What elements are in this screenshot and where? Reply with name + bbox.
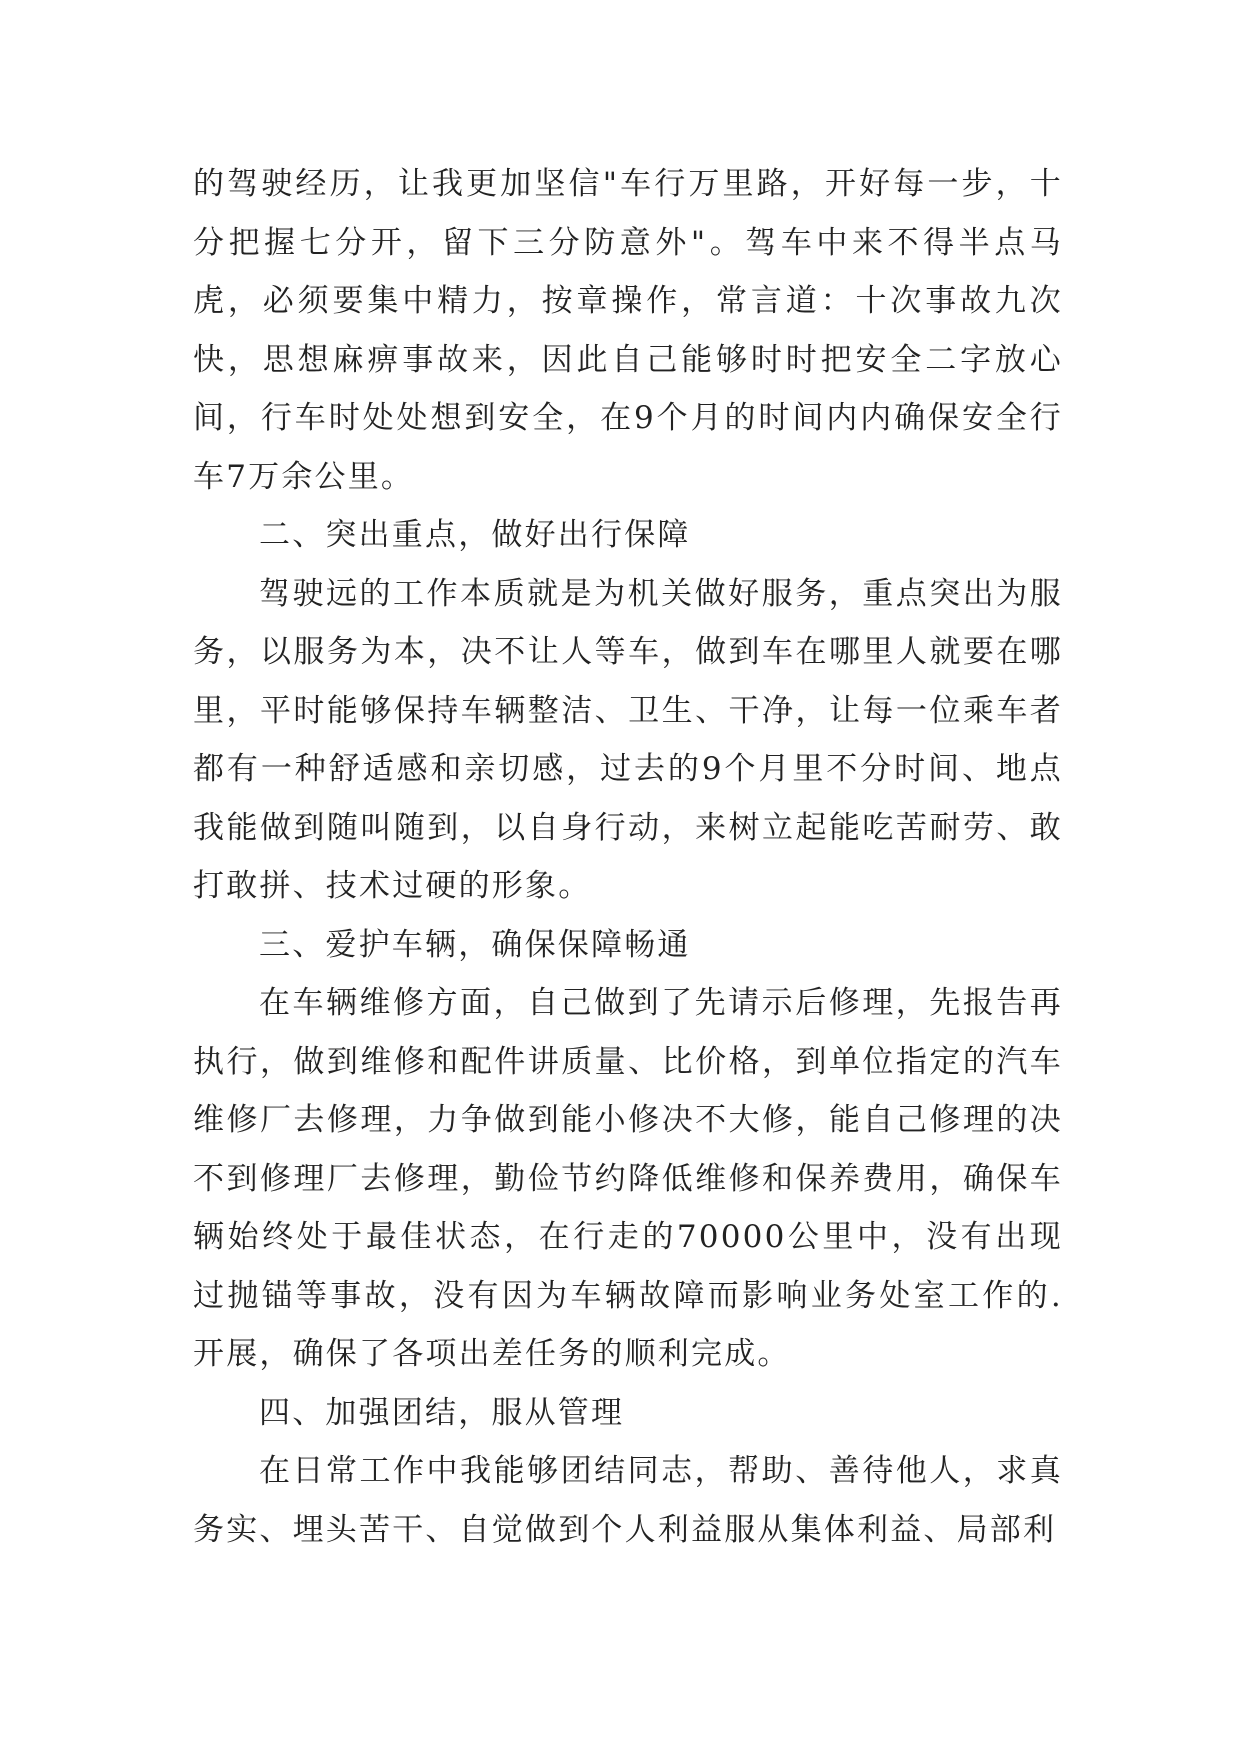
paragraph-4: 在日常工作中我能够团结同志，帮助、善待他人，求真务实、埋头苦干、自觉做到个人利益服从集体利益、局部利	[193, 1453, 1063, 1548]
paragraph-3: 在车辆维修方面，自己做到了先请示后修理，先报告再执行，做到维修和配件讲质量、比价格，到单位指定的汽车维修厂去修理，力争做到能小修决不大修，能自己修理的决不到修理厂去修理，勤俭节约降低维修和保养费用，确保车辆始终处于最佳状态，在行走的70000公里中，没有出现过抛锚等事故，没有因为车辆故障而影响业务处室工作的.开展，确保了各项出差任务的顺利完成。	[193, 985, 1063, 1372]
paragraph-1: 的驾驶经历，让我更加坚信"车行万里路，开好每一步，十分把握七分开，留下三分防意外"。驾车中来不得半点马虎，必须要集中精力，按章操作，常言道：十次事故九次快，思想麻痹事故来，因此自己能够时时把安全二字放心间，行车时处处想到安全，在9个月的时间内内确保安全行车7万余公里。	[193, 166, 1063, 495]
document-body	[193, 155, 1063, 1559]
section-heading-4: 四、加强团结，服从管理	[259, 1394, 625, 1431]
section-heading-3: 三、爱护车辆，确保保障畅通	[259, 926, 691, 963]
section-heading-2: 二、突出重点，做好出行保障	[259, 517, 691, 553]
paragraph-2: 驾驶远的工作本质就是为机关做好服务，重点突出为服务，以服务为本，决不让人等车，做到车在哪里人就要在哪里，平时能够保持车辆整洁、卫生、干净，让每一位乘车者都有一种舒适感和亲切感，过去的9个月里不分时间、地点我能做到随叫随到，以自身行动，来树立起能吃苦耐劳、敢打敢拼、技术过硬的形象。	[193, 575, 1063, 904]
